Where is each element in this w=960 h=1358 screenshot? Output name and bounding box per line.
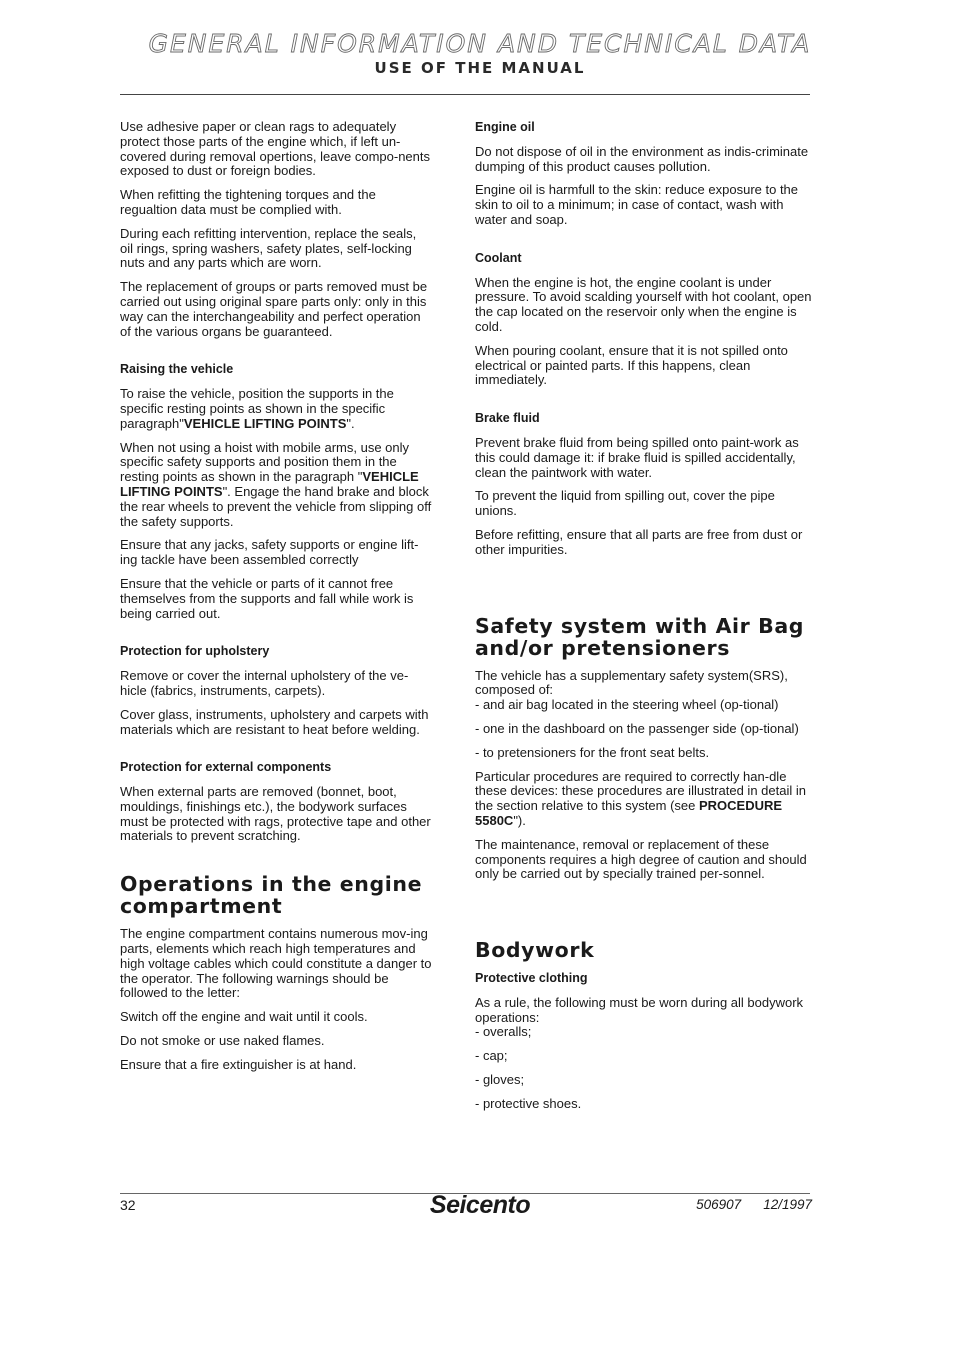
protective-clothing-heading: Protective clothing (475, 971, 588, 986)
page-number: 32 (120, 1197, 136, 1213)
brake-fluid-heading: Brake fluid (475, 411, 540, 426)
safety-system-heading: Safety system with Air Bag and/or pretensioners (475, 613, 805, 660)
paragraph: Cover glass, instruments, upholstery and carpets with materials which are resistant to heat before welding. (120, 706, 429, 737)
paragraph: Particular procedures are required to correctly han-dle these devices: these procedures are illustrated in detail in the section relative to this system (see PROCEDURE 5580C"). (475, 768, 806, 828)
bodywork-heading: Bodywork (475, 938, 595, 963)
engine-oil-heading: Engine oil (475, 120, 535, 134)
lifting-points-ref: VEHICLE LIFTING POINTS (120, 469, 419, 499)
list-item: - one in the dashboard on the passenger side (op-tional) (475, 720, 799, 736)
paragraph: When external parts are removed (bonnet, boot, mouldings, finishings etc.), the bodywork surfaces must be protected with rags, protective tape and other materials to prevent scratching. (120, 784, 431, 844)
header-rule (120, 94, 810, 95)
document-info (696, 1197, 812, 1212)
paragraph: Switch off the engine and wait until it cools. (120, 1009, 368, 1025)
paragraph: Prevent brake fluid from being spilled onto paint-work as this could damage it: if brake fluid is spilled accidentally, clean the paintwork with water. (475, 434, 799, 480)
right-column (475, 120, 813, 1121)
section-title: GENERAL INFORMATION AND TECHNICAL DATA (148, 29, 812, 58)
paragraph: To prevent the liquid from spilling out, cover the pipe unions. (475, 488, 775, 519)
raising-heading: Raising the vehicle (120, 362, 234, 377)
paragraph: Remove or cover the internal upholstery of the ve-hicle (fabrics, instruments, carpets). (120, 668, 409, 698)
list-item: - protective shoes. (475, 1095, 582, 1111)
paragraph: When not using a hoist with mobile arms, use only specific safety supports and position them in the resting points as shown in the paragraph "VEHICLE LIFTING POINTS". Engage the hand brake and block the rear wheels to prevent the vehicle from slipping off the safety supports. (120, 439, 432, 529)
paragraph: The vehicle has a supplementary safety system(SRS), composed of: (475, 667, 788, 698)
coolant-heading: Coolant (475, 250, 522, 265)
paragraph: The replacement of groups or parts removed must be carried out using original spare parts only: only in this way can the interchangeability and perfect operation of the various organs be guaranteed. (120, 279, 428, 339)
paragraph: Ensure that the vehicle or parts of it cannot free themselves from the supports and fall while work is being carried out. (120, 575, 414, 621)
procedure-ref: PROCEDURE 5580C (475, 798, 783, 828)
list-item: - gloves; (475, 1072, 525, 1088)
external-heading: Protection for external components (120, 760, 332, 775)
paragraph: Ensure that a fire extinguisher is at hand. (120, 1056, 357, 1072)
list-item: - to pretensioners for the front seat belts. (475, 744, 710, 760)
paragraph: To raise the vehicle, position the supports in the specific resting points as shown in the specific paragraph"VEHICLE LIFTING POINTS". (120, 386, 394, 431)
list-item: - cap; (475, 1048, 508, 1064)
lifting-points-ref: VEHICLE LIFTING POINTS (183, 415, 347, 431)
paragraph: The engine compartment contains numerous mov-ing parts, elements which reach high temperatures and high voltage cables which could constitute a danger to the operator. The following warnings should be followed to the letter: (120, 926, 432, 1001)
section-subtitle: USE OF THE MANUAL (374, 59, 586, 77)
upholstery-heading: Protection for upholstery (120, 644, 270, 659)
paragraph: When refitting the tightening torques and the regualtion data must be complied with. (120, 187, 376, 217)
paragraph: Do not smoke or use naked flames. (120, 1033, 325, 1049)
brand-logo: Seicento (429, 1191, 531, 1219)
paragraph: When the engine is hot, the engine coolant is under pressure. To avoid scalding yourself with hot coolant, open the cap located on the reservoir only when the engine is cold. (475, 274, 812, 334)
list-item: - overalls; (475, 1024, 532, 1040)
paragraph: During each refitting intervention, replace the seals, oil rings, spring washers, safety plates, self-locking nuts and any parts which are worn. (120, 225, 417, 271)
document-code: 506907 (696, 1197, 742, 1212)
paragraph: When pouring coolant, ensure that it is not spilled onto electrical or painted parts. If this happens, clean immediately. (475, 342, 788, 388)
paragraph: As a rule, the following must be worn during all bodywork operations: (475, 994, 804, 1025)
paragraph: The maintenance, removal or replacement of these components requires a high degree of caution and should only be carried out by specially trained per-sonnel. (475, 836, 807, 882)
page-header (0, 30, 960, 78)
paragraph: Before refitting, ensure that all parts are free from dust or other impurities. (475, 526, 803, 557)
paragraph: Use adhesive paper or clean rags to adequately protect those parts of the engine which, if left un-covered during removal opertions, leave compo-nents exposed to dust or foreign bodies. (120, 119, 431, 179)
paragraph: Ensure that any jacks, safety supports or engine lift-ing tackle have been assembled correctly (120, 537, 419, 568)
list-item: - and air bag located in the steering wheel (op-tional) (475, 697, 779, 713)
engine-compartment-heading: Operations in the engine compartment (120, 872, 423, 919)
paragraph: Engine oil is harmfull to the skin: reduce exposure to the skin to oil to a minimum; in case of contact, wash with water and soap. (475, 182, 799, 227)
left-column (120, 120, 432, 1082)
document-date: 12/1997 (763, 1197, 812, 1212)
paragraph: Do not dispose of oil in the environment as indis-criminate dumping of this product causes pollution. (475, 143, 809, 174)
